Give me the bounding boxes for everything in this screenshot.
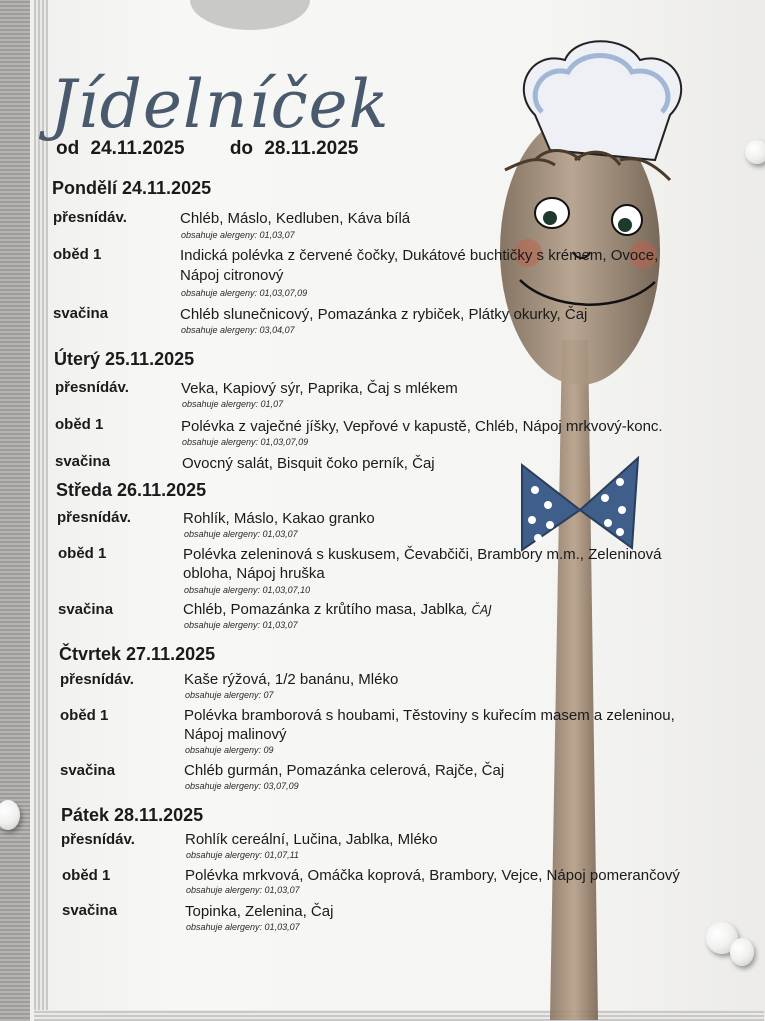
meal-allergens: obsahuje alergeny: 01,03,07: [186, 885, 300, 895]
meal-allergens: obsahuje alergeny: 01,03,07,09: [181, 288, 308, 298]
meal-type: přesnídáv.: [55, 379, 129, 396]
meal-allergens: obsahuje alergeny: 03,04,07: [181, 325, 295, 335]
meal-text: Veka, Kapiový sýr, Paprika, Čaj s mlékem: [181, 380, 458, 397]
meal-text: Topinka, Zelenina, Čaj: [185, 903, 334, 920]
meal-allergens: obsahuje alergeny: 01,07,11: [186, 850, 299, 860]
meal-allergens: obsahuje alergeny: 01,07: [182, 399, 284, 409]
handwritten-note: , ČAJ: [463, 603, 492, 617]
meal-text: Polévka z vaječné jíšky, Vepřové v kapustě, Chléb, Nápoj mrkvový-konc.: [181, 418, 663, 435]
day-title: Pátek 28.11.2025: [61, 805, 204, 825]
date-range: [56, 138, 364, 160]
meal-allergens: obsahuje alergeny: 01,03,07: [184, 620, 298, 630]
meal-type: oběd 1: [62, 867, 111, 884]
meal-type: svačina: [55, 453, 111, 470]
meal-text: Indická polévka z červené čočky, Dukátové buchtičky s krémem, Ovoce,: [180, 247, 659, 264]
meal-text: obloha, Nápoj hruška: [183, 565, 325, 582]
day-title: Úterý 25.11.2025: [54, 349, 195, 369]
meal-type: svačina: [58, 601, 114, 618]
meal-text: [183, 600, 492, 620]
date-to-label: do: [229, 138, 254, 159]
meal-allergens: obsahuje alergeny: 03,07,09: [185, 781, 299, 791]
meal-text: Chléb slunečnicový, Pomazánka z rybiček, Plátky okurky, Čaj: [180, 306, 588, 323]
meal-allergens: obsahuje alergeny: 01,03,07: [181, 230, 295, 240]
meal-text: Polévka bramborová s houbami, Těstoviny s kuřecím masem a zeleninou,: [184, 707, 675, 724]
meal-text: Ovocný salát, Bisquit čoko perník, Čaj: [182, 455, 435, 472]
meal-text: Chléb, Máslo, Kedluben, Káva bílá: [180, 210, 411, 227]
date-from-label: od: [56, 138, 80, 159]
meal-type: přesnídáv.: [57, 509, 131, 526]
meal-text: Nápoj malinový: [184, 726, 287, 743]
day-title: Čtvrtek 27.11.2025: [59, 644, 216, 664]
meal-text-printed: Chléb, Pomazánka z krůtího masa, Jablka: [183, 601, 464, 618]
meal-text: Kaše rýžová, 1/2 banánu, Mléko: [184, 671, 399, 688]
meal-text: Rohlík, Máslo, Kakao granko: [183, 510, 375, 527]
meal-type: svačina: [53, 305, 109, 322]
meal-allergens: obsahuje alergeny: 09: [185, 745, 274, 755]
spoon-handle: [550, 340, 598, 1020]
pin-right-top: [745, 140, 765, 164]
paper-border-left: [34, 0, 48, 1021]
meal-text: Rohlík cereální, Lučina, Jablka, Mléko: [185, 831, 438, 848]
date-to: 28.11.2025: [264, 138, 359, 159]
meal-allergens: obsahuje alergeny: 07: [185, 690, 274, 700]
day-title: Středa 26.11.2025: [56, 480, 207, 500]
meal-type: oběd 1: [53, 246, 102, 263]
meal-allergens: obsahuje alergeny: 01,03,07: [186, 922, 300, 932]
day-title: Pondělí 24.11.2025: [52, 178, 212, 198]
meal-type: oběd 1: [60, 707, 109, 724]
date-from: 24.11.2025: [90, 138, 185, 159]
meal-text: Polévka mrkvová, Omáčka koprová, Brambory, Vejce, Nápoj pomerančový: [185, 867, 680, 884]
meal-allergens: obsahuje alergeny: 01,03,07,10: [184, 585, 311, 595]
meal-allergens: obsahuje alergeny: 01,03,07: [184, 529, 298, 539]
pin-right-bottom-2: [730, 938, 754, 966]
meal-text: Nápoj citronový: [180, 267, 284, 284]
meal-type: svačina: [60, 762, 116, 779]
meal-type: oběd 1: [55, 416, 104, 433]
chef-hat: [524, 41, 681, 160]
meal-text: Polévka zeleninová s kuskusem, Čevabčiči, Brambory m.m., Zeleninová: [183, 546, 662, 563]
meal-type: svačina: [62, 902, 118, 919]
meal-text: Chléb gurmán, Pomazánka celerová, Rajče, Čaj: [184, 762, 505, 779]
meal-type: přesnídáv.: [53, 209, 127, 226]
meal-allergens: obsahuje alergeny: 01,03,07,09: [182, 437, 309, 447]
menu-title: Jídelníček: [50, 66, 390, 143]
meal-type: přesnídáv.: [60, 671, 134, 688]
meal-type: přesnídáv.: [61, 831, 135, 848]
meal-type: oběd 1: [58, 545, 107, 562]
